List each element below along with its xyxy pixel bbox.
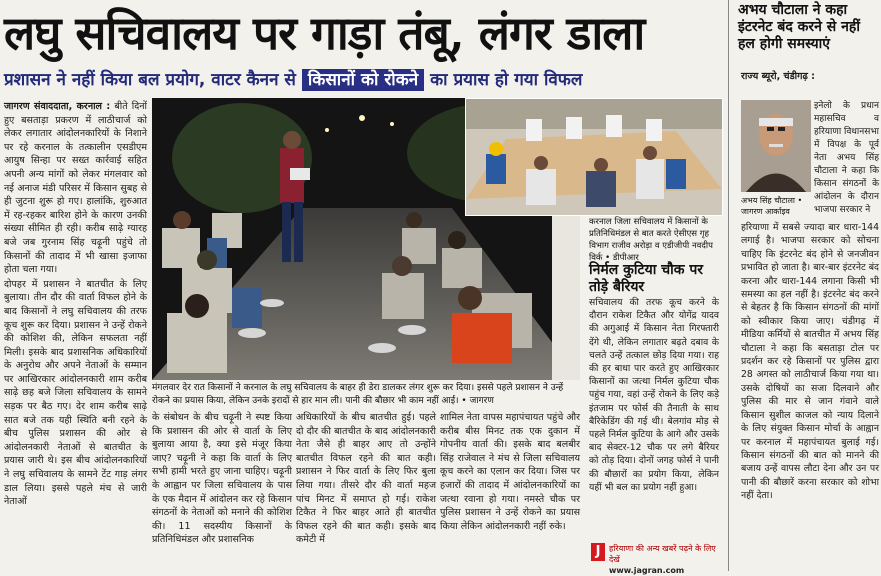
jagran-logo: J (591, 543, 605, 561)
side-story-body: सचिवालय की तरफ कूच करने के दौरान राकेश टिकैत और योगेंद्र यादव की अगुआई में किसान नेता गिरफ्तारी देंगे थी, लेकिन लगातार बढ़ते दबाव के चलते उन्हें तत्काल छोड़ दिया गया। राह की हर बाधा पार करते हुए आखिरकार किसानों का जत्था निर्मल कुटिया चौक पहुंच गया, वहां उन्हें रोकने के लिए कड़े इंतजाम पर फोर्स की तैनाती के साथ बैरिकेडिंग की गई थी। बेलगांव मोड़ से पहले निर्मल कुटिया के आगे और उसके बाद सेक्टर-12 चौक पर लगे बैरियर को तोड़ दिया। दोनों जगह फोर्स ने पानी की बौछारों का प्रयोग किया, लेकिन यहीं भी बल का प्रयोग नहीं हुआ। (589, 297, 719, 493)
subhead-after: का प्रयास हो गया विफल (430, 70, 583, 90)
footer-promo (609, 543, 721, 575)
chautala-photo (741, 100, 811, 192)
right-story-dateline: राज्य ब्यूरो, चंडीगढ़ : (741, 71, 815, 82)
right-story-wrap: इनेलो के प्रधान महासचिव व हरियाणा विधानसभा में विपक्ष के पूर्व नेता अभय सिंह चौटाला ने कहा कि किसान संगठनों के आंदोलन के दौरान भाजपा सरकार ने (814, 101, 879, 215)
meeting-photo-illustration (466, 99, 722, 215)
right-story-body: हरियाणा में सबसे ज्यादा बार धारा-144 लगाई है। भाजपा सरकार को सोचना चाहिए कि इंटरनेट बंद होने से जनजीवन प्रभावित हो जाता है। बार-बार इंटरनेट बंद करना और धारा-144 लगाना किसी भी समस्या का हल नहीं है। इंटरनेट बंद करने से बेहतर है कि किसान संगठनों की मांगों को स्वीकार किया जाए। चंडीगढ़ में मीडिया कर्मियों से बातचीत में अभय सिंह चौटाला ने कहा कि बसताड़ा टोल पर प्रदर्शन कर रहे किसानों पर पुलिस द्वारा 28 अगस्त को लाठीचार्ज किया गया था। उसके दोषियों का सजा दिलवाने और पुलिस की मार से जान गंवाने वाले किसान सुशील काजल को न्याय दिलाने के लिए संयुक्त किसान मोर्चा के आह्वान पर करनाल में महापंचायत बुलाई गई। किसान संगठनों की बात को मानने की बजाय उन्हें वापस लौटा देना और उन पर पानी की बौछारें करना सरकार को शोभा नहीं देता। (741, 222, 879, 502)
right-story-headline: अभय चौटाला ने कहा इंटरनेट बंद करने से नहीं हल होगी समस्याएं (738, 2, 860, 52)
meeting-photo-caption: करनाल जिला सचिवालय में किसानों के प्रतिनिधिमंडल से बात करते ऐसीएस गृह विभाग राजीव अरोड़ा व एडीजीपी नवदीप विर्क • डीपीआर (589, 217, 713, 263)
right-story-intro (741, 70, 879, 100)
side-story (589, 262, 719, 535)
subhead-highlight: किसानों को रोकने (302, 69, 424, 91)
article-column-4: शामिल नेता वापस महापंचायत पहुंचे और करीब बीस मिनट तक एक दुकान में गोपनीय वार्ता की। इसके बाद बलबीर सिंह राजेवाल ने मंच से जिला सचिवालय कूच करने का एलान कर दिया। जिस पर हजारों की तादाद में आंदोलनकारियों का जत्था रवाना हो गया। नमस्ते चौक पर पुलिस प्रशासन ने उन्हें रोकने का प्रयास किया लेकिन आंदोलनकारी नहीं रुके। (440, 412, 580, 532)
dateline: जागरण संवाददाता, करनाल : (4, 101, 111, 112)
meeting-photo (465, 98, 723, 216)
footer-url[interactable]: www.jagran.com (609, 566, 685, 575)
main-photo-caption: मंगलवार देर रात किसानों ने करनाल के लघु सचिवालय के बाहर ही डेरा डालकर लंगर शुरू कर दिया। इससे पहले प्रशासन ने उन्हें रोकने का प्रयास किया, लेकिन उनके इरादों से हार मान ली। पानी की बौछार भी काम नहीं आई। • जागरण (152, 383, 564, 406)
footer-text: हरियाणा की अन्य खबरें पढ़ने के लिए देखें (609, 544, 716, 564)
subheadline (4, 66, 716, 94)
article-column-3: अधिकारियों के बीच बातचीत हुई। पहले दो दौर की बातचीत के बाद आंदोलनकारी नेता जैसे ही बाहर आए तो उन्होंने बातचीत विफल रहने की बात कही। प्रशासन ने फिर वार्ता के लिए फिर बुला लिया गया। तीसरे दौर की वार्ता महज पांच मिनट में समाप्त हो गई। राकेश टिकैत ने फिर बाहर आते ही बातचीत विफल रहने की बात कही। इसके बाद कमेटी में (296, 412, 436, 546)
article-column-2: के संबोधन के बीच चढ़ूनी ने स्पष्ट किया कि प्रशासन की ओर से वार्ता के लिए बुलाया आया है, क्या इसे मंजूर किया जाए? चढ़ूनी ने कहा कि वार्ता के लिए सभी हामी भरते हुए जाना चाहिए। चढ़ूनी के आह्वान पर जिला सचिवालय के पास के एक मैदान में आंदोलन कर रहे किसान संगठनों के नेताओं को मनाने की कोशिश की। 11 सदस्यीय किसानों के प्रतिनिधिमंडल और प्रशासनिक (152, 412, 292, 546)
page-headline: लघु सचिवालय पर गाड़ा तंबू, लंगर डाला (4, 6, 645, 60)
side-story-title: निर्मल कुटिया चौक पर तोड़े बैरियर (589, 262, 704, 295)
article-paragraph-1: बीते दिनों हुए बसताड़ा प्रकरण में लाठीचार्ज को लेकर लगातार आंदोलनकारियों के निशाने पर रहे करनाल के तत्कालीन एसडीएम आयुष सिन्हा पर सख्त कार्रवाई सहित अपनी अन्य मांगों को लेकर मंगलवार को नई अनाज मंडी परिसर में किसान सुबह से ही जुटना शुरू हो गए। हालांकि, शुरुआत में रह-रहकर बारिश होने के कारण उनकी संख्या सीमित ही रही। करीब साढ़े ग्यारह बजे जब गुरनाम सिंह चढ़ूनी पहुंचे तो किसानों की तादाद में भी खासा इजाफा होता चला गया। (4, 101, 147, 276)
chautala-photo-caption: अभय सिंह चौटाला • जागरण आर्काइव (741, 196, 803, 216)
article-paragraph-2: दोपहर में प्रशासन ने बातचीत के लिए बुलाया। तीन दौर की वार्ता विफल होने के बाद किसानों ने लघु सचिवालय की तरफ कूच शुरू कर दिया। प्रशासन ने उन्हें रोकने की कोशिश की, लेकिन सफलता नहीं मिली। इसके बाद प्रशासनिक अधिकारियों के अनुरोध और अपने नेताओं के सम्मान पर आखिरकार आंदोलनकारी शाम करीब साढ़े छह बजे जिला सचिवालय के सामने सड़क पर बैठ गए। देर शाम करीब साढ़े सात बजे तक यही स्थिति बनी रहने के बीच पुलिस प्रशासन की ओर से आंदोलनकारी नेताओं से बातचीत के प्रयास जारी थे। इस बीच आंदोलनकारियों ने लघु सचिवालय के सामने टेंट गाड़ लंगर डाल लिया। इससे पहले मंच से जारी नेताओं (4, 278, 147, 508)
article-column-1 (4, 100, 147, 568)
subhead-before: प्रशासन ने नहीं किया बल प्रयोग, वाटर कैनन से (4, 70, 296, 90)
column-divider (728, 0, 729, 571)
portrait-illustration (741, 100, 811, 192)
